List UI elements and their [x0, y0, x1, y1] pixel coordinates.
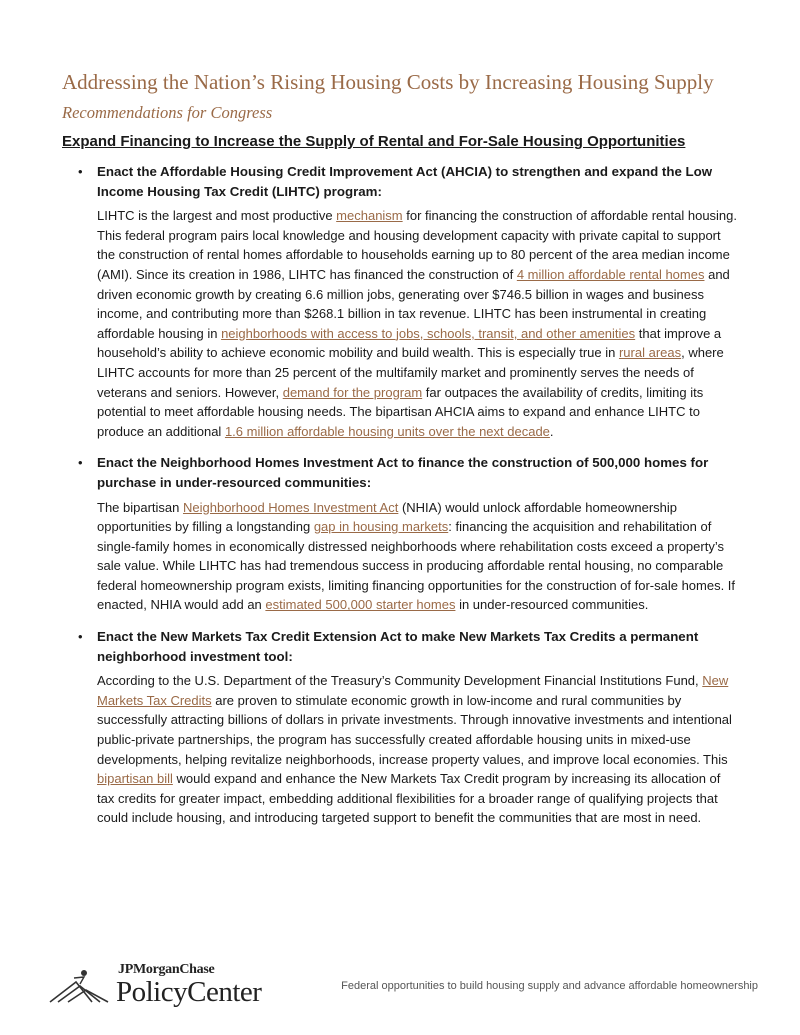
recommendation-item-3 [62, 627, 738, 828]
inline-link[interactable]: estimated 500,000 starter homes [265, 597, 456, 613]
paragraph-text: : financing the acquisition and rehabilitation of single-family homes in economically distressed neighborhoods where rehabilitation costs exceed a property’s sale value. While LIHTC has had tremendous success in producing affordable rental housing, no comparable federal homeownership program exists, limiting financing opportunities for the construction of for-sale homes. If enacted, NHIA would add an [97, 519, 736, 613]
recommendation-heading: Enact the Neighborhood Homes Investment Act to finance the construction of 500,000 homes for purchase in under-resourced communities: [97, 455, 709, 490]
inline-link[interactable]: rural areas [618, 345, 682, 361]
paragraph-text: in under-resourced communities. [455, 597, 649, 613]
page-title: Addressing the Nation’s Rising Housing Costs by Increasing Housing Supply [62, 70, 714, 94]
paragraph-text: and driven economic growth by creating 6.6 million jobs, generating over $746.5 billion in wages and business income, and contributing more than $268.1 billion in tax revenue. LIHTC has been instrumental in creating affordable housing in [97, 266, 730, 341]
paragraph-text: According to the U.S. Department of the Treasury’s Community Development Financial Institutions Fund, [97, 673, 703, 689]
paragraph-text: (NHIA) would unlock affordable homeownership opportunities by filling a longstanding [97, 499, 678, 535]
bullet-icon: • [78, 455, 83, 471]
inline-link[interactable]: 4 million affordable rental homes [516, 266, 705, 282]
inline-link[interactable]: New Markets Tax Credits [97, 673, 729, 708]
recommendation-item-1 [62, 162, 738, 441]
paragraph-text: are proven to stimulate economic growth in low-income and rural communities by successfully attracting billions of dollars in private investments. Through innovative investments and intentional public-private partnerships, the program has successfully created affordable housing units in mixed-use developments, helping revitalize neighborhoods, increase property values, and improve local economies. This [97, 692, 732, 767]
recommendation-heading: Enact the Affordable Housing Credit Improvement Act (AHCIA) to strengthen and expand the Low Income Housing Tax Credit (LIHTC) program: [97, 164, 713, 199]
recommendation-paragraph [97, 498, 738, 616]
inline-link[interactable]: gap in housing markets [313, 519, 449, 535]
paragraph-text: LIHTC is the largest and most productive [97, 208, 337, 224]
bullet-icon: • [78, 629, 83, 645]
logo-top-text: JPMorganChase [118, 962, 215, 977]
logo-bottom-text: PolicyCenter [116, 976, 262, 1008]
inline-link[interactable]: 1.6 million affordable housing units over the next decade [224, 423, 550, 439]
section-heading: Expand Financing to Increase the Supply of Rental and For-Sale Housing Opportunities [62, 133, 686, 150]
paragraph-text: . [549, 423, 554, 439]
page-footer [48, 960, 758, 1010]
logo-mark-icon [48, 968, 112, 1008]
paragraph-text: that improve a household’s ability to achieve economic mobility and build wealth. This is especially true in [97, 325, 722, 361]
paragraph-text: would expand and enhance the New Markets Tax Credit program by increasing its allocation of tax credits for greater impact, embedding additional flexibilities for a broader range of qualifying projects that could include housing, and introducing targeted support to benefit the communities that are most in need. [97, 771, 721, 826]
recommendation-paragraph [97, 671, 738, 828]
document-body [62, 70, 738, 840]
jpmorganchase-policycenter-logo [48, 960, 288, 1010]
page-subtitle: Recommendations for Congress [62, 103, 273, 122]
recommendation-heading: Enact the New Markets Tax Credit Extension Act to make New Markets Tax Credits a permanent neighborhood investment tool: [97, 629, 699, 664]
inline-link[interactable]: bipartisan bill [97, 771, 173, 787]
paragraph-text: far outpaces the availability of credits, limiting its potential to meet affordable housing needs. The bipartisan AHCIA aims to expand and enhance LIHTC to produce an additional [97, 384, 704, 439]
paragraph-text: , where LIHTC accounts for more than 25 percent of the multifamily market and prominently serves the needs of veterans and seniors. However, [97, 345, 724, 400]
recommendation-item-2 [62, 453, 738, 615]
inline-link[interactable]: Neighborhood Homes Investment Act [183, 499, 399, 515]
recommendation-paragraph [97, 206, 738, 441]
inline-link[interactable]: mechanism [336, 208, 403, 224]
paragraph-text: for financing the construction of affordable rental housing. This federal program pairs local knowledge and housing development capacity with private capital to support the construction of rental homes affordable to households earning up to 80 percent of the area median income (AMI). Since its creation in 1986, LIHTC has financed the construction of [97, 208, 738, 282]
inline-link[interactable]: demand for the program [282, 384, 423, 400]
inline-link[interactable]: neighborhoods with access to jobs, schools, transit, and other amenities [221, 325, 636, 341]
footer-caption: Federal opportunities to build housing supply and advance affordable homeownership [341, 980, 758, 992]
paragraph-text: The bipartisan [97, 499, 183, 515]
bullet-icon: • [78, 164, 83, 179]
